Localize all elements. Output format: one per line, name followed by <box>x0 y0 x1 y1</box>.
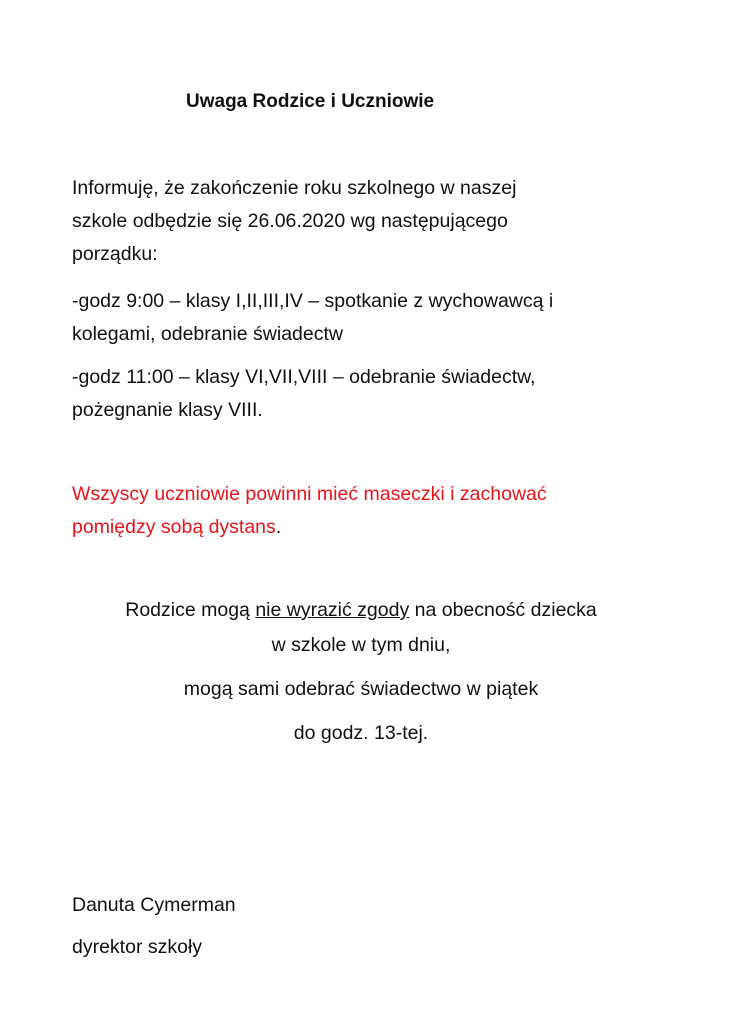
notice-line-3: mogą sami odebrać świadectwo w piątek <box>183 678 539 700</box>
mask-warning <box>72 478 672 544</box>
notice-text: Rodzice mogą <box>125 599 256 621</box>
intro-line: szkole odbędzie się 26.06.2020 wg następującego <box>72 210 508 232</box>
signature-name: Danuta Cymerman <box>72 894 236 916</box>
notice-underlined-text: nie wyrazić zgody <box>255 599 410 621</box>
page-title: Uwaga Rodzice i Uczniowie <box>186 91 435 112</box>
notice-text: na obecność dziecka <box>409 599 597 621</box>
schedule-item-11 <box>72 361 672 427</box>
warning-line: Wszyscy uczniowie powinni mieć maseczki i zachować <box>72 483 547 505</box>
notice-line-4: do godz. 13-tej. <box>293 722 429 744</box>
signature-role: dyrektor szkoły <box>72 936 203 958</box>
schedule-line: kolegami, odebranie świadectw <box>72 323 343 345</box>
intro-line: porządku: <box>72 243 158 265</box>
schedule-item-9 <box>72 285 672 351</box>
schedule-line: pożegnanie klasy VIII. <box>72 399 263 421</box>
warning-period: . <box>275 516 282 538</box>
warning-line: pomiędzy sobą dystans <box>72 516 276 538</box>
schedule-line: -godz 11:00 – klasy VI,VII,VIII – odebranie świadectw, <box>72 366 536 388</box>
notice-line-1 <box>0 599 726 622</box>
schedule-line: -godz 9:00 – klasy I,II,III,IV – spotkanie z wychowawcą i <box>72 290 554 312</box>
notice-line-2: w szkole w tym dniu, <box>271 634 451 656</box>
intro-line: Informuję, że zakończenie roku szkolnego w naszej <box>72 177 517 199</box>
intro-paragraph <box>72 172 672 271</box>
